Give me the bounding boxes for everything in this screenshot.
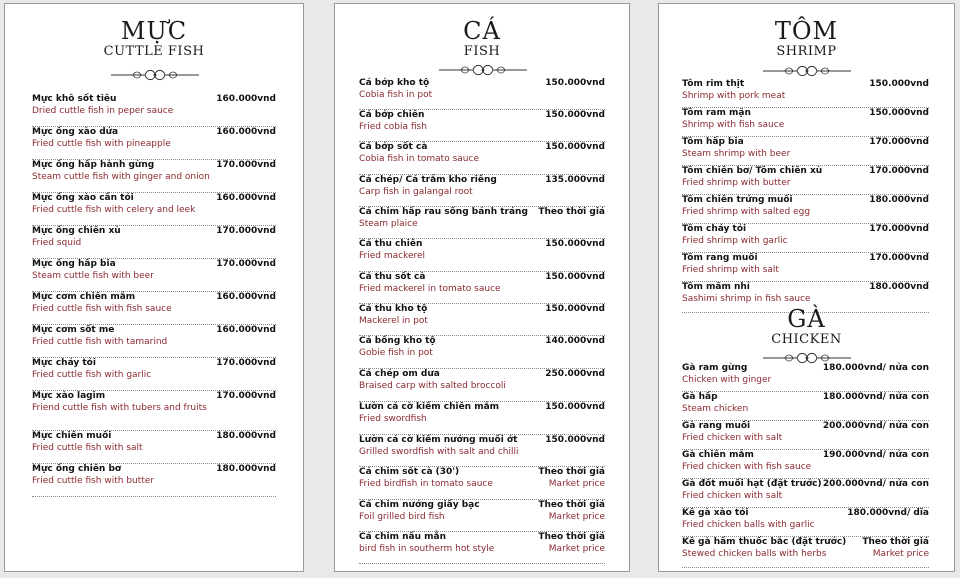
menu-item xyxy=(32,226,276,259)
dish-price: 150.000vnd xyxy=(869,79,929,89)
menu-item xyxy=(359,272,605,304)
dish-name-vn: Gà rang muối xyxy=(682,421,751,431)
dish-name-en: Fried chicken balls with garlic xyxy=(682,520,815,530)
dish-price-note: Market price xyxy=(548,544,605,554)
menu-item xyxy=(32,127,276,160)
dish-price: 150.000vnd xyxy=(869,108,929,118)
dish-name-vn: Cá chim sốt cà (30') xyxy=(359,467,460,477)
menu-item xyxy=(32,358,276,391)
dish-name-vn: Tôm rang muối xyxy=(682,253,758,263)
section-title: CÁ xyxy=(463,17,501,45)
dish-price: 150.000vnd xyxy=(545,110,605,120)
menu-item xyxy=(682,195,929,224)
dish-price: 150.000vnd xyxy=(545,304,605,314)
menu-item xyxy=(682,537,929,568)
dish-name-en: Shrimp with fish sauce xyxy=(682,120,785,130)
dish-name-en: Fried cuttle fish with fish sauce xyxy=(32,304,172,314)
menu-item xyxy=(682,166,929,195)
dish-name-en: Cobia fish in tomato sauce xyxy=(359,154,479,164)
dish-name-vn: Tôm chiên trứng muối xyxy=(682,195,793,205)
menu-item xyxy=(682,421,929,450)
dish-name-vn: Gà ram gừng xyxy=(682,363,748,373)
dish-name-en: Fried cuttle fish with pineapple xyxy=(32,139,171,149)
menu-item xyxy=(32,94,276,127)
menu-list-fish xyxy=(359,78,605,564)
dish-name-en: bird fish in southerm hot style xyxy=(359,544,495,554)
menu-item xyxy=(682,508,929,537)
dish-price: 200.000vnd/ nửa con xyxy=(822,421,929,431)
dish-name-vn: Mực chiên muối xyxy=(32,431,112,441)
dish-price: Theo thời giá xyxy=(538,467,605,477)
dish-price: 180.000vnd/ nửa con xyxy=(822,363,929,373)
menu-item xyxy=(32,259,276,292)
section-heading-shrimp xyxy=(659,18,954,60)
dish-price: 180.000vnd xyxy=(869,282,929,292)
ornament-divider xyxy=(105,66,205,84)
menu-item xyxy=(359,336,605,369)
dish-price: 170.000vnd xyxy=(216,160,276,170)
dish-name-vn: Cá bống kho tộ xyxy=(359,336,436,346)
dish-name-en: Fried cobia fish xyxy=(359,122,427,132)
dish-price: Theo thời giá xyxy=(862,537,929,547)
dish-price: Theo thời giá xyxy=(538,207,605,217)
dish-name-en: Fried chicken with salt xyxy=(682,433,783,443)
dish-name-en: Fried mackerel xyxy=(359,251,426,261)
menu-list-chicken xyxy=(682,363,929,568)
dish-name-vn: Cá thu kho tộ xyxy=(359,304,428,314)
dish-name-en: Fried birdfish in tomato sauce xyxy=(359,479,493,489)
ornament-divider xyxy=(757,62,857,80)
dish-name-vn: Kê gà xào tỏi xyxy=(682,508,749,518)
menu-item xyxy=(359,110,605,142)
dish-price: 180.000vnd/ nửa con xyxy=(822,392,929,402)
dish-price: 160.000vnd xyxy=(216,127,276,137)
dish-name-en: Gobie fish in pot xyxy=(359,348,433,358)
dish-name-en: Braised carp with salted broccoli xyxy=(359,381,506,391)
section-title: TÔM xyxy=(774,17,839,45)
menu-item xyxy=(682,108,929,137)
dish-name-en: Fried cuttle fish with garlic xyxy=(32,370,152,380)
menu-item xyxy=(359,532,605,564)
menu-item xyxy=(359,402,605,435)
section-subtitle: SHRIMP xyxy=(776,44,837,59)
dish-name-en: Fried cuttle fish with butter xyxy=(32,476,155,486)
section-title: GÀ xyxy=(787,305,826,333)
dish-price: 150.000vnd xyxy=(545,142,605,152)
dish-name-vn: Tôm rim thịt xyxy=(682,79,745,89)
dish-name-vn: Lườn cá cờ kiếm chiên mắm xyxy=(359,402,500,412)
dish-price-note: Market price xyxy=(548,479,605,489)
dish-price: 200.000vnd/ nửa con xyxy=(822,479,929,489)
menu-item xyxy=(359,369,605,402)
section-subtitle: CUTTLE FISH xyxy=(103,44,205,59)
dish-name-en: Mackerel in pot xyxy=(359,316,428,326)
dish-name-en: Foil grilled bird fish xyxy=(359,512,445,522)
dish-name-vn: Mực ống xào dứa xyxy=(32,127,119,137)
menu-item xyxy=(682,479,929,508)
menu-item xyxy=(682,253,929,282)
menu-panel-fish xyxy=(334,3,630,572)
dish-name-en: Fried mackerel in tomato sauce xyxy=(359,284,501,294)
dish-name-vn: Cá bớp kho tộ xyxy=(359,78,430,88)
dish-price: 170.000vnd xyxy=(216,259,276,269)
dish-name-vn: Cá bớp chiên xyxy=(359,110,425,120)
dish-price: 170.000vnd xyxy=(216,358,276,368)
dish-name-en: Shrimp with pork meat xyxy=(682,91,786,101)
menu-item xyxy=(682,137,929,166)
dish-price: 150.000vnd xyxy=(545,435,605,445)
dish-name-vn: Mực ống hấp hành gừng xyxy=(32,160,155,170)
dish-price: Theo thời giá xyxy=(538,532,605,542)
dish-name-en: Fried swordfish xyxy=(359,414,427,424)
dish-name-vn: Tôm mâm nhỉ xyxy=(682,282,750,292)
dish-name-en: Fried cuttle fish with salt xyxy=(32,443,143,453)
dish-name-en: Friend cuttle fish with tubers and fruits xyxy=(32,403,207,413)
menu-item xyxy=(32,160,276,193)
menu-item xyxy=(359,304,605,336)
dish-name-vn: Cá chim hấp rau sống bánh tráng xyxy=(359,207,528,217)
menu-item xyxy=(32,325,276,358)
dish-name-vn: Cá thu chiên xyxy=(359,239,423,249)
dish-name-vn: Lườn cá cờ kiếm nướng muối ớt xyxy=(359,435,518,445)
menu-item xyxy=(32,193,276,226)
dish-price: 160.000vnd xyxy=(216,94,276,104)
dish-name-en: Fried chicken with fish sauce xyxy=(682,462,812,472)
dish-name-en: Fried cuttle fish with celery and leek xyxy=(32,205,196,215)
menu-panel-shrimp-chicken xyxy=(658,3,955,572)
menu-item xyxy=(32,464,276,497)
dish-name-vn: Mực ống chiên xù xyxy=(32,226,121,236)
dish-price: 150.000vnd xyxy=(545,78,605,88)
dish-price: 150.000vnd xyxy=(545,402,605,412)
menu-item xyxy=(682,79,929,108)
section-heading-fish xyxy=(335,18,629,60)
dish-name-vn: Tôm chiên bơ/ Tôm chiên xù xyxy=(682,166,823,176)
dish-name-vn: Mực xào lagim xyxy=(32,391,106,401)
dish-name-vn: Kê gà hầm thuốc bắc (đặt trước) xyxy=(682,537,847,547)
dish-name-vn: Mực ống hấp bia xyxy=(32,259,116,269)
dish-price: 160.000vnd xyxy=(216,193,276,203)
dish-name-vn: Tôm cháy tỏi xyxy=(682,224,747,234)
dish-name-en: Sashimi shrimp in fish sauce xyxy=(682,294,811,304)
dish-price-note: Market price xyxy=(548,512,605,522)
dish-price: 250.000vnd xyxy=(545,369,605,379)
dish-name-vn: Cá chim nấu mẳn xyxy=(359,532,447,542)
dish-name-en: Fried shrimp with salt xyxy=(682,265,779,275)
dish-price: 160.000vnd xyxy=(216,292,276,302)
dish-name-en: Steam shrimp with beer xyxy=(682,149,791,159)
dish-name-vn: Cá chim nướng giấy bạc xyxy=(359,500,480,510)
dish-price: 160.000vnd xyxy=(216,325,276,335)
dish-price: 190.000vnd/ nửa con xyxy=(822,450,929,460)
dish-price: 170.000vnd xyxy=(216,226,276,236)
dish-name-vn: Cá bớp sốt cà xyxy=(359,142,428,152)
dish-name-vn: Gà chiên mắm xyxy=(682,450,754,460)
section-heading-chicken xyxy=(659,306,954,348)
menu-item xyxy=(359,467,605,500)
dish-name-en: Fried cuttle fish with tamarind xyxy=(32,337,168,347)
menu-item xyxy=(359,500,605,532)
dish-name-en: Carp fish in galangal root xyxy=(359,187,473,197)
dish-price: 170.000vnd xyxy=(869,253,929,263)
dish-name-en: Fried squid xyxy=(32,238,82,248)
dish-name-en: Dried cuttle fish in peper sauce xyxy=(32,106,174,116)
dish-price: 170.000vnd xyxy=(869,224,929,234)
dish-name-vn: Gà đốt muối hạt (đặt trước) xyxy=(682,479,822,489)
menu-item xyxy=(359,142,605,175)
dish-price: 170.000vnd xyxy=(869,137,929,147)
dish-name-vn: Cá chép/ Cá trắm kho riềng xyxy=(359,175,497,185)
section-heading-squid xyxy=(5,18,303,60)
section-title: MỰC xyxy=(120,17,188,45)
dish-price: 170.000vnd xyxy=(869,166,929,176)
dish-price: 180.000vnd/ dĩa xyxy=(847,508,929,518)
dish-price: 180.000vnd xyxy=(869,195,929,205)
menu-panel-squid xyxy=(4,3,304,572)
dish-name-en: Fried shrimp with salted egg xyxy=(682,207,811,217)
menu-item xyxy=(359,239,605,272)
dish-name-en: Fried shrimp with butter xyxy=(682,178,791,188)
dish-name-en: Steam plaice xyxy=(359,219,418,229)
menu-list-squid xyxy=(32,94,276,497)
dish-name-vn: Mực cháy tỏi xyxy=(32,358,96,368)
dish-price: 180.000vnd xyxy=(216,464,276,474)
dish-name-vn: Gà hấp xyxy=(682,392,718,402)
dish-name-vn: Cá thu sốt cà xyxy=(359,272,426,282)
menu-item xyxy=(359,207,605,239)
dish-name-vn: Mực khô sốt tiêu xyxy=(32,94,117,104)
dish-name-en: Fried chicken with salt xyxy=(682,491,783,501)
dish-price: 135.000vnd xyxy=(545,175,605,185)
dish-name-en: Steam cuttle fish with ginger and onion xyxy=(32,172,210,182)
dish-name-en: Chicken with ginger xyxy=(682,375,772,385)
dish-name-vn: Cá chép om dưa xyxy=(359,369,440,379)
dish-name-en: Stewed chicken balls with herbs xyxy=(682,549,827,559)
section-subtitle: CHICKEN xyxy=(771,332,842,347)
dish-name-vn: Mực ống xào cần tỏi xyxy=(32,193,134,203)
dish-price: 180.000vnd xyxy=(216,431,276,441)
section-subtitle: FISH xyxy=(463,44,501,59)
menu-item xyxy=(682,224,929,253)
dish-name-en: Steam cuttle fish with beer xyxy=(32,271,154,281)
dish-price: Theo thời giá xyxy=(538,500,605,510)
menu-item xyxy=(682,363,929,392)
menu-item xyxy=(682,392,929,421)
dish-price: 140.000vnd xyxy=(545,336,605,346)
dish-name-en: Steam chicken xyxy=(682,404,749,414)
dish-name-en: Cobia fish in pot xyxy=(359,90,433,100)
dish-price: 170.000vnd xyxy=(216,391,276,401)
dish-price: 150.000vnd xyxy=(545,239,605,249)
dish-name-vn: Mực ống chiên bơ xyxy=(32,464,122,474)
dish-name-vn: Tôm hấp bia xyxy=(682,137,744,147)
dish-name-en: Fried shrimp with garlic xyxy=(682,236,788,246)
menu-item xyxy=(32,431,276,464)
menu-item xyxy=(359,78,605,110)
dish-name-en: Grilled swordfish with salt and chilli xyxy=(359,447,519,457)
menu-list-shrimp xyxy=(682,79,929,313)
dish-price: 150.000vnd xyxy=(545,272,605,282)
menu-item xyxy=(32,292,276,325)
menu-item xyxy=(682,450,929,479)
dish-name-vn: Mực cơm chiên mắm xyxy=(32,292,136,302)
ornament-divider xyxy=(433,61,533,79)
dish-name-vn: Mực cơm sốt me xyxy=(32,325,115,335)
menu-item xyxy=(359,435,605,467)
dish-price-note: Market price xyxy=(872,549,929,559)
dish-name-vn: Tôm ram mặn xyxy=(682,108,751,118)
menu-item xyxy=(359,175,605,207)
menu-item xyxy=(32,391,276,431)
